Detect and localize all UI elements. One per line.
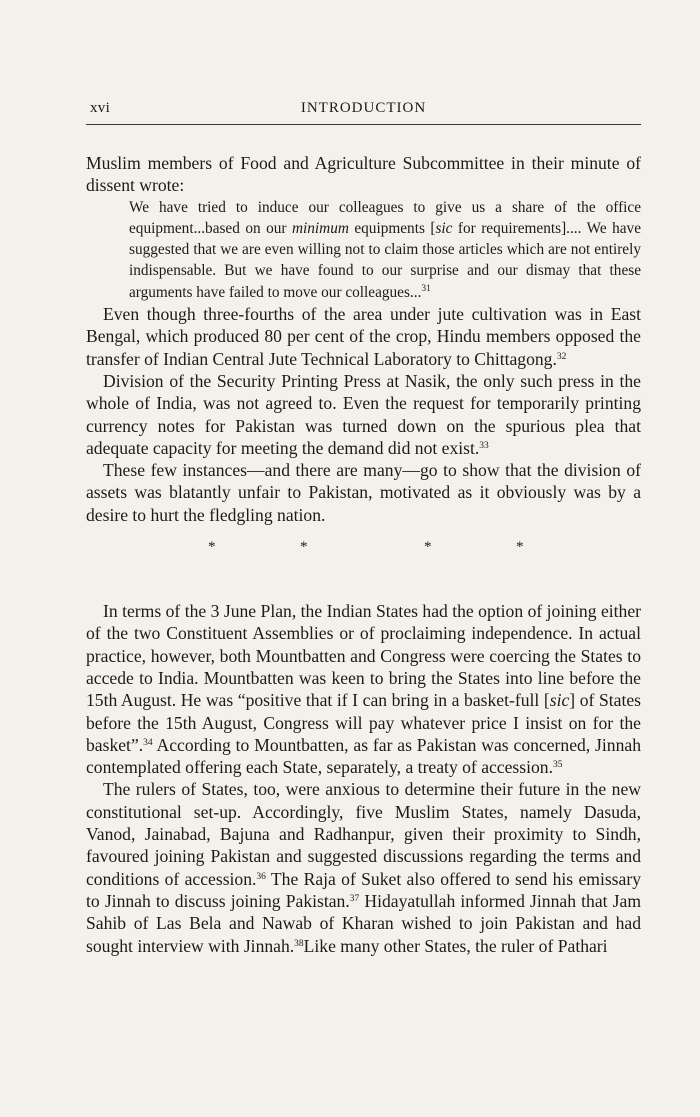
footnote-ref: 37 bbox=[349, 893, 360, 904]
page-number: xvi bbox=[90, 100, 111, 116]
running-head: INTRODUCTION bbox=[300, 100, 427, 116]
paragraph-rulers: The rulers of States, too, were anxious to determine their future in the new constitutional set-up. Accordingly, five Muslim States, namely Dasuda, Vanod, Jainabad, Bajuna and Radhanpur, given their proximity to Sindh, favoured joining Pakistan and suggested discussions regarding the terms and conditions of accession.$^{36}$ The Raja of Suket also offered to send his emissary to Jinnah to discuss joining Pakistan.$^{37}$ Hidayatullah informed Jinnah that Jam Sahib of Las Bela and Nawab of Kharan wished to join Pakistan and had sought interview with Jinnah.$^{38}$Like many other States, the ruler of Pathari bbox=[86, 779, 642, 956]
page-header bbox=[86, 98, 641, 125]
separator-asterisk: * bbox=[516, 539, 524, 556]
footnote-ref: 35 bbox=[553, 760, 563, 771]
paragraph-intro: Muslim members of Food and Agriculture Subcommittee in their minute of dissent wrote: bbox=[86, 153, 641, 196]
separator-asterisk: * bbox=[424, 539, 432, 556]
footnote-ref: 32 bbox=[556, 351, 567, 362]
separator-asterisk: * bbox=[300, 539, 308, 556]
footnote-ref: 33 bbox=[479, 440, 489, 451]
block-quote: We have tried to induce our colleagues to give us a share of the office equipment...based on our minimum equipments [sic for requirements].... We have suggested that we are even willing not to claim those articles which are not entirely indispensable. But we have found to our surprise and our dismay that these arguments have failed to move our colleagues...$^{31}$ bbox=[129, 198, 641, 301]
footnote-ref: 34 bbox=[143, 737, 153, 748]
paragraph-instances: These few instances—and there are many—go to show that the division of assets was blatantly unfair to Pakistan, motivated as it obviously was by a desire to hurt the fledgling nation. bbox=[86, 460, 641, 525]
paragraph-jute: Even though three-fourths of the area under jute cultivation was in East Bengal, which produced 80 per cent of the crop, Hindu members opposed the transfer of Indian Central Jute Technical Laboratory to Chittagong.$^{32}$ bbox=[86, 304, 641, 369]
section-separator bbox=[86, 526, 641, 600]
body-text bbox=[86, 152, 641, 957]
separator-asterisk: * bbox=[208, 539, 216, 556]
footnote-ref: 38 bbox=[294, 938, 304, 949]
footnote-ref: 36 bbox=[256, 871, 266, 882]
paragraph-printing-press: Division of the Security Printing Press at Nasik, the only such press in the whole of India, was not agreed to. Even the request for temporarily printing currency notes for Pakistan was turned down on the spurious plea that adequate capacity for meeting the demand did not exist.$^{33}$ bbox=[86, 370, 641, 458]
paragraph-june-plan: In terms of the 3 June Plan, the Indian States had the option of joining either of the two Constituent Assemblies or of proclaiming independence. In actual practice, however, both Mountbatten and Congress were coercing the States to accede to India. Mountbatten was keen to bring the States into line before the 15th August. He was “positive that if I can bring in a basket-full [sic] of States before the 15th August, Congress will pay whatever price I insist on for the basket”.$^{34}$ According to Mountbatten, as far as Pakistan was concerned, Jinnah contemplated offering each State, separately, a treaty of accession.$^{35}$ bbox=[86, 601, 641, 778]
footnote-ref: 31 bbox=[421, 283, 431, 294]
